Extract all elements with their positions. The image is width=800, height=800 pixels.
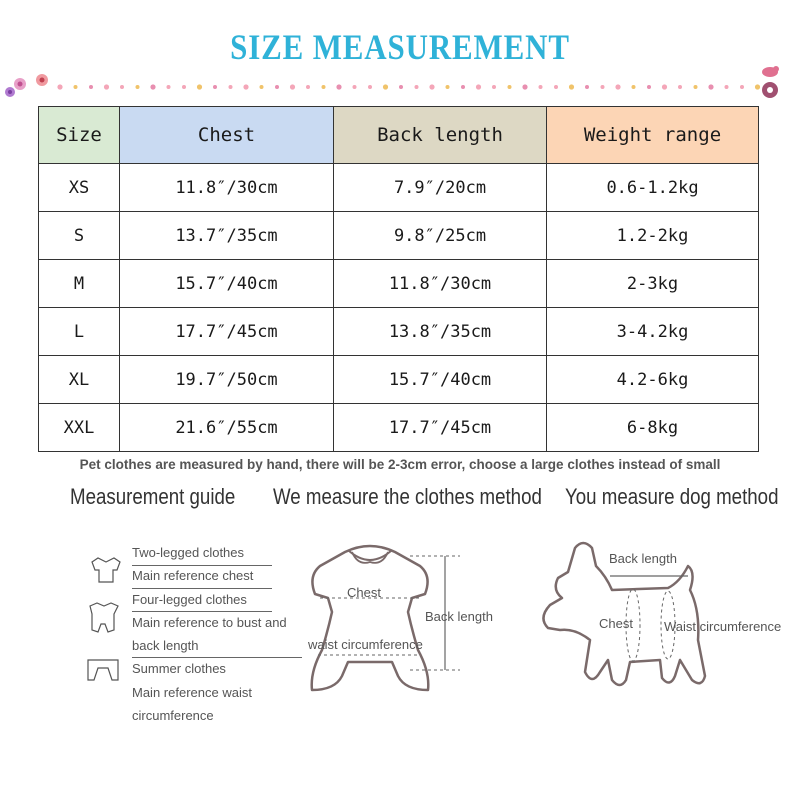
cell-back-length: 13.8″/35cm: [334, 308, 547, 356]
cell-size: M: [39, 260, 120, 308]
guide-four-legged-ref-1: Main reference to bust and: [132, 615, 287, 630]
cell-weight: 0.6-1.2kg: [547, 164, 759, 212]
guide-four-legged-ref-2: back length: [132, 638, 199, 653]
cell-weight: 4.2-6kg: [547, 356, 759, 404]
measurement-note: Pet clothes are measured by hand, there will be 2-3cm error, choose a large clothes instead of small: [79, 457, 721, 472]
clothes-chest-label: Chest: [347, 585, 381, 600]
header-weight-range: Weight range: [547, 107, 759, 164]
guide-two-legged: Two-legged clothes: [132, 545, 245, 560]
clothes-waist-label: waist circumference: [308, 637, 423, 652]
clothes-drawing: [312, 546, 429, 690]
cell-chest: 21.6″/55cm: [120, 404, 334, 452]
guide-summer: Summer clothes: [132, 661, 226, 676]
cell-size: XXL: [39, 404, 120, 452]
section-title-clothes-method: We measure the clothes method: [273, 484, 542, 509]
clothes-back-length-label: Back length: [425, 609, 493, 624]
divider: [132, 657, 302, 658]
header-chest: Chest: [120, 107, 334, 164]
cell-back-length: 7.9″/20cm: [334, 164, 547, 212]
header-size: Size: [39, 107, 120, 164]
cell-weight: 1.2-2kg: [547, 212, 759, 260]
two-legged-clothes-icon: [92, 558, 120, 582]
dog-chest-label: Chest: [599, 616, 633, 631]
section-title-dog-method: You measure dog method: [565, 484, 779, 509]
cell-chest: 17.7″/45cm: [120, 308, 334, 356]
four-legged-clothes-icon: [90, 603, 118, 632]
cell-back-length: 15.7″/40cm: [334, 356, 547, 404]
divider: [132, 611, 272, 612]
cell-back-length: 11.8″/30cm: [334, 260, 547, 308]
cell-chest: 15.7″/40cm: [120, 260, 334, 308]
cell-size: S: [39, 212, 120, 260]
cell-back-length: 9.8″/25cm: [334, 212, 547, 260]
divider: [132, 565, 272, 566]
dog-waist-label: Waist circumference: [664, 619, 782, 634]
divider: [132, 588, 272, 589]
cell-chest: 19.7″/50cm: [120, 356, 334, 404]
cell-back-length: 17.7″/45cm: [334, 404, 547, 452]
guide-two-legged-ref: Main reference chest: [132, 568, 254, 583]
page-title: SIZE MEASUREMENT: [230, 27, 570, 67]
cell-weight: 3-4.2kg: [547, 308, 759, 356]
cell-weight: 6-8kg: [547, 404, 759, 452]
header-back-length: Back length: [334, 107, 547, 164]
cell-chest: 11.8″/30cm: [120, 164, 334, 212]
cell-size: XS: [39, 164, 120, 212]
dog-back-length-label: Back length: [609, 551, 677, 566]
cell-chest: 13.7″/35cm: [120, 212, 334, 260]
guide-four-legged: Four-legged clothes: [132, 592, 247, 607]
section-title-guide: Measurement guide: [70, 484, 236, 509]
guide-summer-ref-1: Main reference waist: [132, 685, 252, 700]
cell-size: XL: [39, 356, 120, 404]
cell-weight: 2-3kg: [547, 260, 759, 308]
cell-size: L: [39, 308, 120, 356]
summer-clothes-icon: [88, 660, 118, 680]
guide-summer-ref-2: circumference: [132, 708, 214, 723]
